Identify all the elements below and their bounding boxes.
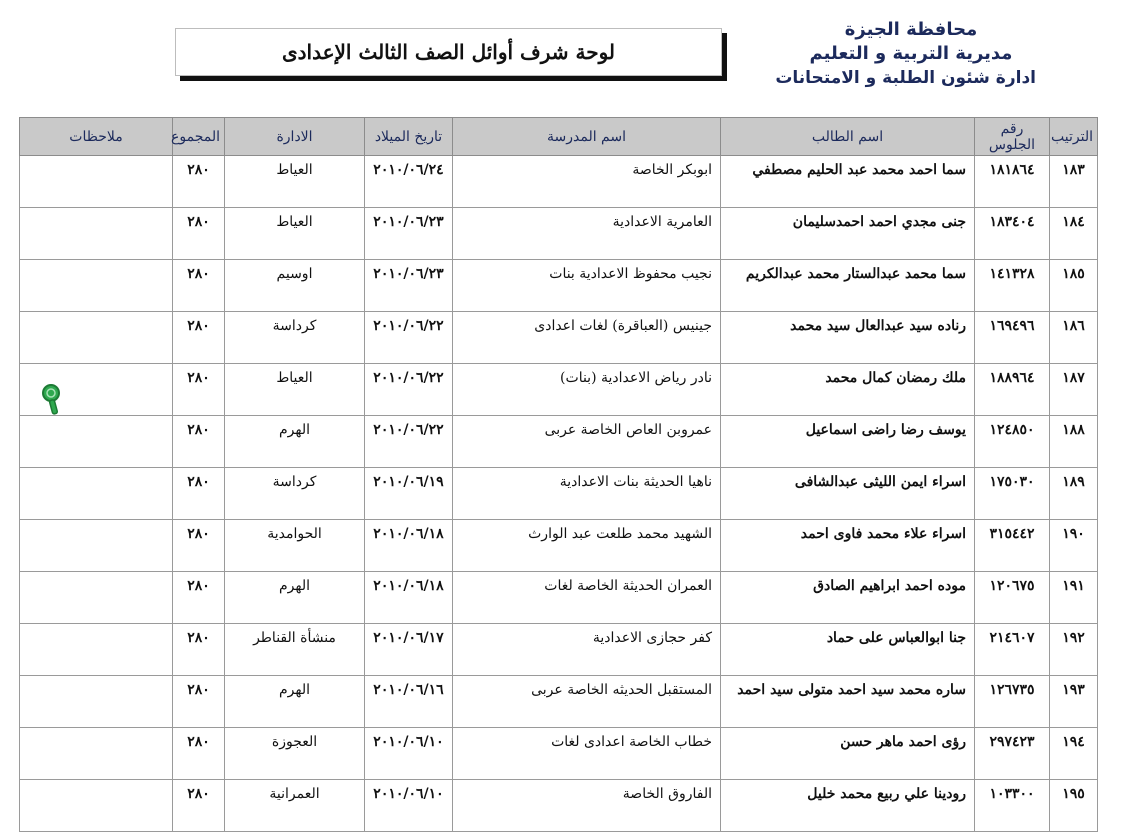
col-header-seat-number: رقم الجلوس [975,118,1050,156]
seat-number-cell: ١٦٩٤٩٦ [975,312,1050,364]
school-cell: كفر حجازى الاعدادية [453,624,721,676]
notes-cell [20,312,173,364]
notes-cell [20,416,173,468]
birth-date-cell: ٢٠١٠/٠٦/١٩ [365,468,453,520]
page-title: لوحة شرف أوائل الصف الثالث الإعدادى [281,40,616,64]
table-row [20,624,1098,676]
school-cell: الشهيد محمد طلعت عبد الوارث [453,520,721,572]
school-cell: المستقبل الحديثه الخاصة عربى [453,676,721,728]
rank-cell: ١٩٣ [1050,676,1098,728]
notes-cell [20,624,173,676]
total-cell: ٢٨٠ [173,624,225,676]
rank-cell: ١٨٤ [1050,208,1098,260]
rank-cell: ١٩١ [1050,572,1098,624]
school-cell: نجيب محفوظ الاعدادية بنات [453,260,721,312]
birth-date-cell: ٢٠١٠/٠٦/١٠ [365,728,453,780]
rank-cell: ١٩٠ [1050,520,1098,572]
col-header-administration: الادارة [225,118,365,156]
honor-roll-table [19,117,1098,832]
student-name-cell: موده احمد ابراهيم الصادق [721,572,975,624]
birth-date-cell: ٢٠١٠/٠٦/٢٣ [365,260,453,312]
rank-cell: ١٨٧ [1050,364,1098,416]
rank-cell: ١٨٨ [1050,416,1098,468]
student-name-cell: ملك رمضان كمال محمد [721,364,975,416]
school-cell: جينيس (العباقرة) لغات اعدادى [453,312,721,364]
rank-cell: ١٩٤ [1050,728,1098,780]
administration-cell: الحوامدية [225,520,365,572]
student-name-cell: رؤى احمد ماهر حسن [721,728,975,780]
total-cell: ٢٨٠ [173,416,225,468]
table-row [20,312,1098,364]
notes-cell [20,520,173,572]
birth-date-cell: ٢٠١٠/٠٦/١٧ [365,624,453,676]
directorate-header [775,18,1036,90]
administration-cell: العياط [225,156,365,208]
school-cell: ناهيا الحديثة بنات الاعدادية [453,468,721,520]
table-row [20,364,1098,416]
rank-cell: ١٨٩ [1050,468,1098,520]
administration-cell: العياط [225,364,365,416]
col-header-school: اسم المدرسة [453,118,721,156]
school-cell: العمران الحديثة الخاصة لغات [453,572,721,624]
total-cell: ٢٨٠ [173,312,225,364]
table-row [20,416,1098,468]
student-name-cell: ساره محمد سيد احمد متولى سيد احمد [721,676,975,728]
administration-cell: الهرم [225,572,365,624]
school-cell: العامرية الاعدادية [453,208,721,260]
total-cell: ٢٨٠ [173,364,225,416]
seat-number-cell: ١٨٨٩٦٤ [975,364,1050,416]
notes-cell [20,572,173,624]
administration-cell: اوسيم [225,260,365,312]
administration-cell: منشأة القناطر [225,624,365,676]
notes-cell [20,468,173,520]
total-cell: ٢٨٠ [173,156,225,208]
student-name-cell: جنى مجدي احمد احمدسليمان [721,208,975,260]
notes-cell [20,156,173,208]
page-title-box [175,28,722,76]
school-cell: عمروبن العاص الخاصة عربى [453,416,721,468]
total-cell: ٢٨٠ [173,468,225,520]
notes-cell [20,676,173,728]
seat-number-cell: ١٨١٨٦٤ [975,156,1050,208]
table-row [20,468,1098,520]
birth-date-cell: ٢٠١٠/٠٦/١٨ [365,572,453,624]
total-cell: ٢٨٠ [173,676,225,728]
total-cell: ٢٨٠ [173,520,225,572]
student-name-cell: جنا ابوالعباس على حماد [721,624,975,676]
student-name-cell: رناده سيد عبدالعال سيد محمد [721,312,975,364]
birth-date-cell: ٢٠١٠/٠٦/١٠ [365,780,453,832]
seat-number-cell: ١٤١٣٢٨ [975,260,1050,312]
notes-cell [20,728,173,780]
governorate-label: محافظة الجيزة [844,19,978,40]
birth-date-cell: ٢٠١٠/٠٦/١٦ [365,676,453,728]
notes-cell [20,208,173,260]
rank-cell: ١٩٥ [1050,780,1098,832]
seat-number-cell: ٢١٤٦٠٧ [975,624,1050,676]
student-name-cell: سما احمد محمد عبد الحليم مصطفي [721,156,975,208]
administration-cell: العياط [225,208,365,260]
col-header-student-name: اسم الطالب [721,118,975,156]
seat-number-cell: ٢٩٧٤٢٣ [975,728,1050,780]
table-row [20,572,1098,624]
seat-number-cell: ١٠٣٣٠٠ [975,780,1050,832]
birth-date-cell: ٢٠١٠/٠٦/٢٤ [365,156,453,208]
seat-number-cell: ٣١٥٤٤٢ [975,520,1050,572]
birth-date-cell: ٢٠١٠/٠٦/٢٢ [365,416,453,468]
table-row [20,676,1098,728]
birth-date-cell: ٢٠١٠/٠٦/١٨ [365,520,453,572]
table-header-row [20,118,1098,156]
school-cell: ابوبكر الخاصة [453,156,721,208]
table-row [20,780,1098,832]
school-cell: نادر رياض الاعدادية (بنات) [453,364,721,416]
table-row [20,260,1098,312]
col-header-birth-date: تاريخ الميلاد [365,118,453,156]
total-cell: ٢٨٠ [173,208,225,260]
birth-date-cell: ٢٠١٠/٠٦/٢٣ [365,208,453,260]
total-cell: ٢٨٠ [173,728,225,780]
table-row [20,520,1098,572]
col-header-rank: الترتيب [1050,118,1098,156]
student-name-cell: يوسف رضا راضى اسماعيل [721,416,975,468]
administration-cell: العجوزة [225,728,365,780]
total-cell: ٢٨٠ [173,260,225,312]
seat-number-cell: ١٢٠٦٧٥ [975,572,1050,624]
table-row [20,208,1098,260]
student-name-cell: اسراء علاء محمد فاوى احمد [721,520,975,572]
total-cell: ٢٨٠ [173,572,225,624]
seat-number-cell: ١٧٥٠٣٠ [975,468,1050,520]
total-cell: ٢٨٠ [173,780,225,832]
student-name-cell: اسراء ايمن الليثى عبدالشافى [721,468,975,520]
rank-cell: ١٨٥ [1050,260,1098,312]
school-cell: خطاب الخاصة اعدادى لغات [453,728,721,780]
col-header-total: المجموع [173,118,225,156]
table-row [20,728,1098,780]
student-name-cell: رودينا علي ربيع محمد خليل [721,780,975,832]
table-row [20,156,1098,208]
col-header-notes: ملاحظات [20,118,173,156]
administration-cell: الهرم [225,676,365,728]
notes-cell [20,260,173,312]
rank-cell: ١٨٣ [1050,156,1098,208]
seat-number-cell: ١٢٤٨٥٠ [975,416,1050,468]
notes-cell [20,780,173,832]
seat-number-cell: ١٨٣٤٠٤ [975,208,1050,260]
school-cell: الفاروق الخاصة [453,780,721,832]
administration-cell: كرداسة [225,468,365,520]
seat-number-cell: ١٢٦٧٣٥ [975,676,1050,728]
administration-cell: كرداسة [225,312,365,364]
birth-date-cell: ٢٠١٠/٠٦/٢٢ [365,364,453,416]
administration-cell: الهرم [225,416,365,468]
administration-cell: العمرانية [225,780,365,832]
department-label: ادارة شئون الطلبة و الامتحانات [775,68,1036,88]
rank-cell: ١٨٦ [1050,312,1098,364]
directorate-label: مديرية التربية و التعليم [809,43,1013,64]
rank-cell: ١٩٢ [1050,624,1098,676]
student-name-cell: سما محمد عبدالستار محمد عبدالكريم [721,260,975,312]
magnifier-watermark-icon [40,383,64,417]
birth-date-cell: ٢٠١٠/٠٦/٢٢ [365,312,453,364]
